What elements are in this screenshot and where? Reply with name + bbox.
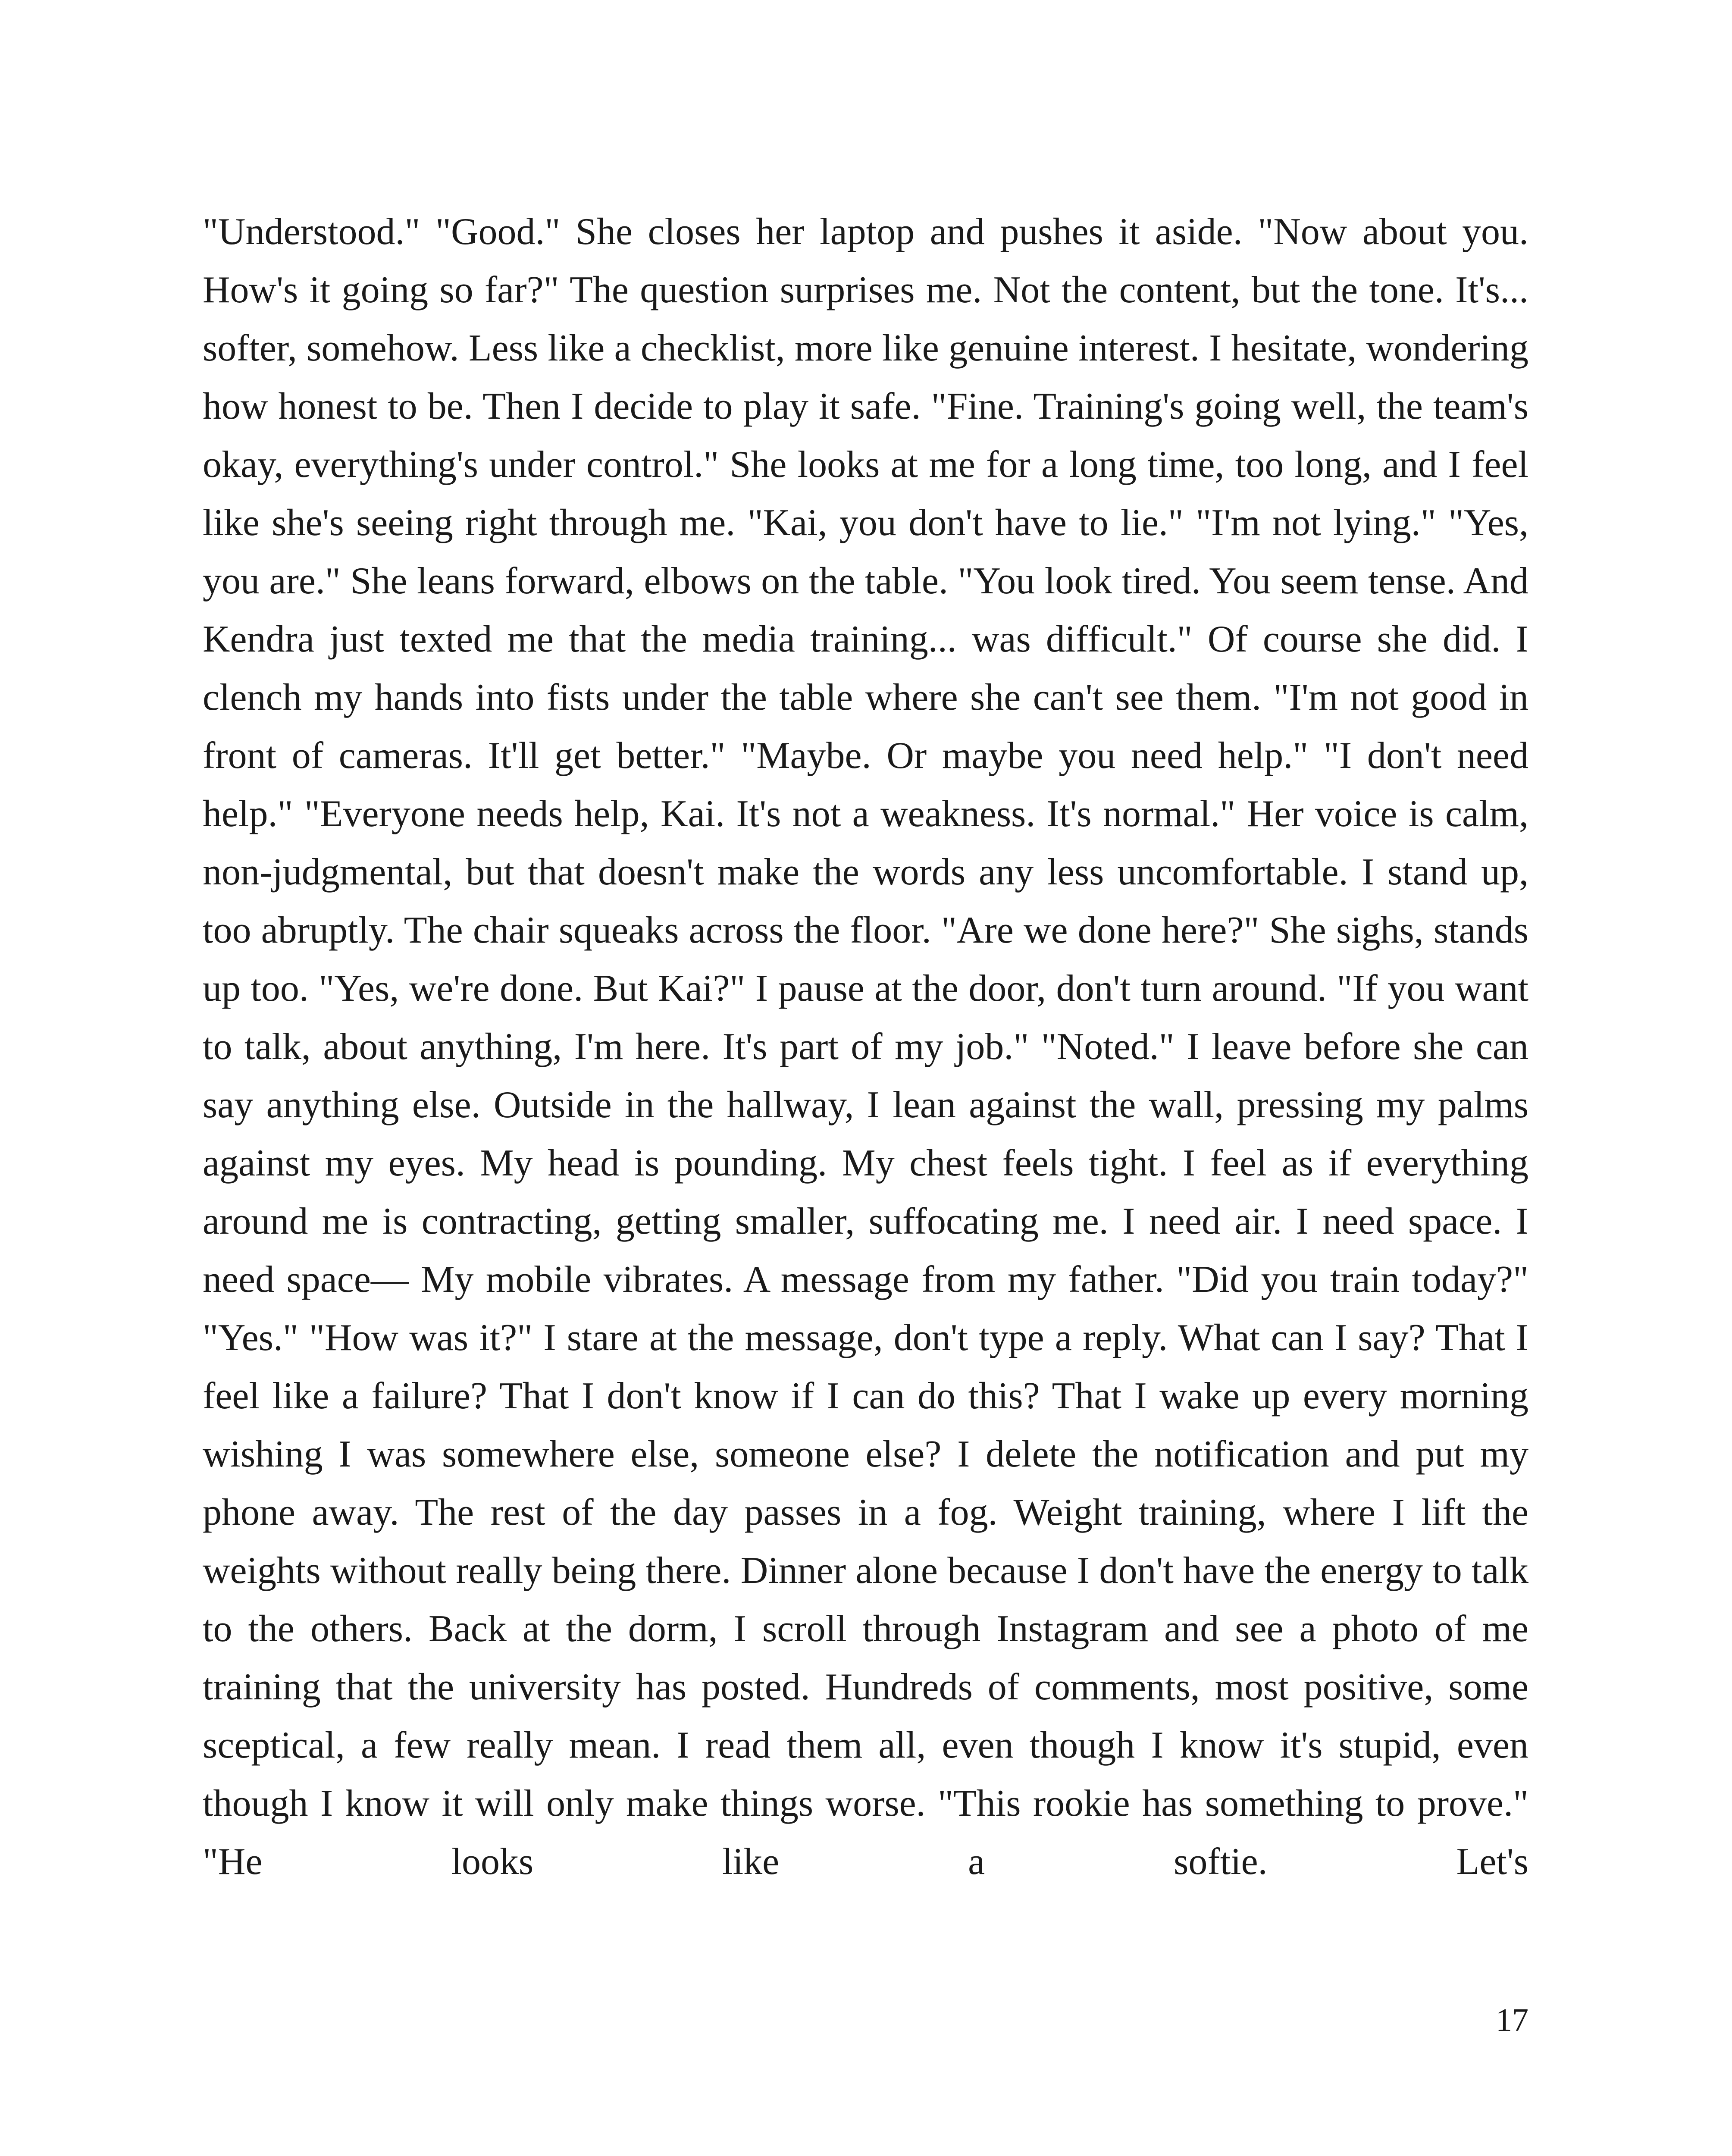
body-text: "Understood." "Good." She closes her laptop and pushes it aside. "Now about you. How's it going so far?" The question surprises me. Not the content, but the tone. It's... softer, somehow. Less like a checklist, more like genuine interest. I hesitate, wondering how honest to be. Then I decide to play it safe. "Fine. Training's going well, the team's okay, everything's under control." She looks at me for a long time, too long, and I feel like she's seeing right through me. "Kai, you don't have to lie." "I'm not lying." "Yes, you are." She leans forward, elbows on the table. "You look tired. You seem tense. And Kendra just texted me that the media training... was difficult." Of course she did. I clench my hands into fists under the table where she can't see them. "I'm not good in front of cameras. It'll get better." "Maybe. Or maybe you need help." "I don't need help." "Everyone needs help, Kai. It's not a weakness. It's normal." Her voice is calm, non-judgmental, but that doesn't make the words any less uncomfortable. I stand up, too abruptly. The chair squeaks across the floor. "Are we done here?" She sighs, stands up too. "Yes, we're done. But Kai?" I pause at the door, don't turn around. "If you want to talk, about anything, I'm here. It's part of my job." "Noted." I leave before she can say anything else. Outside in the hallway, I lean against the wall, pressing my palms against my eyes. My head is pounding. My chest feels tight. I feel as if everything around me is contracting, getting smaller, suffocating me. I need air. I need space. I need space— My mobile vibrates. A message from my father. "Did you train today?" "Yes." "How was it?" I stare at the message, don't type a reply. What can I say? That I feel like a failure? That I don't know if I can do this? That I wake up every morning wishing I was somewhere else, someone else? I delete the notification and put my phone away. The rest of the day passes in a fog. Weight training, where I lift the weights without really being there. Dinner alone because I don't have the energy to talk to the others. Back at the dorm, I scroll through Instagram and see a photo of me training that the university has posted. Hundreds of comments, most positive, some sceptical, a few really mean. I read them all, even though I know it's stupid, even though I know it will only make things worse. "This rookie has something to prove." "He looks like a softie. Let's bbox=[203, 211, 1528, 1883]
page-number: 17 bbox=[1496, 2002, 1528, 2038]
